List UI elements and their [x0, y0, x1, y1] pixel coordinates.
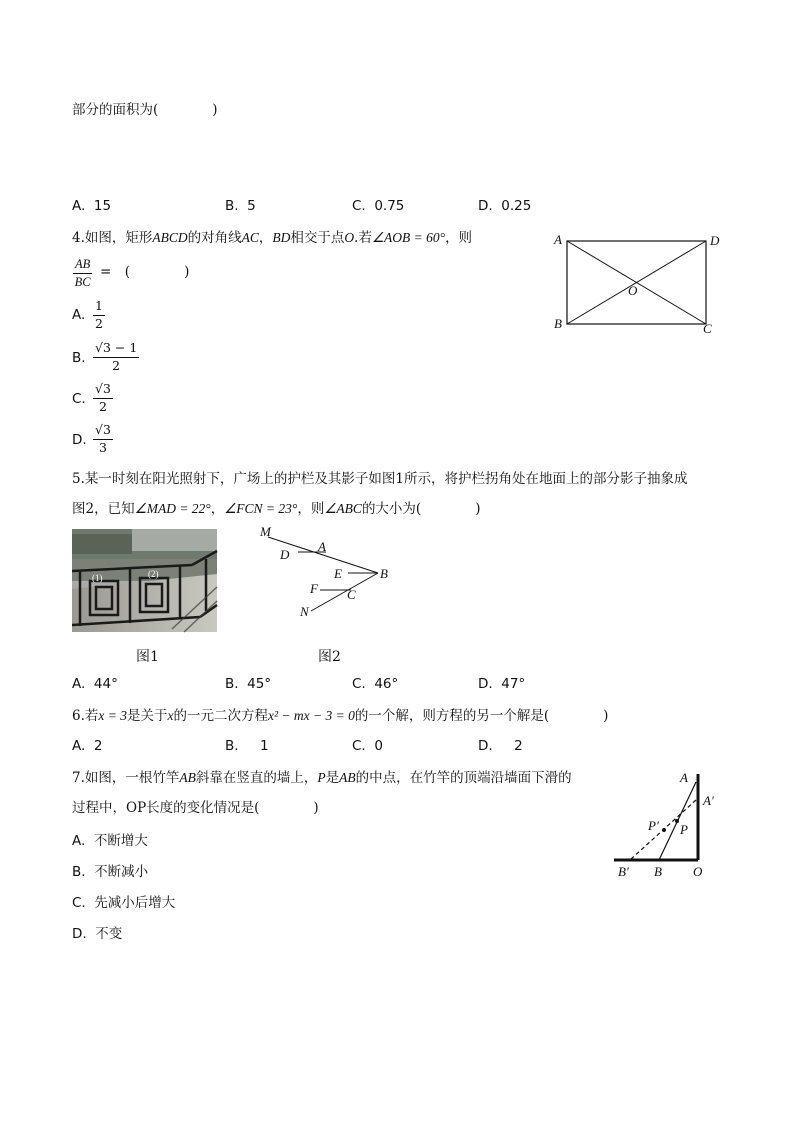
label-b-prime: B′ — [618, 864, 629, 879]
q4-stem: 4.如图，矩形ABCD的对角线AC，BD相交于点O.若∠AOB = 60°，则 — [72, 230, 473, 246]
q7-option-c[interactable]: C. 先减小后增大 — [72, 895, 176, 911]
q5-stem-line2: 图2，已知∠MAD = 22°，∠FCN = 23°，则∠ABC的大小为( ) — [72, 501, 481, 517]
q4-option-c-value[interactable]: $\frac{√3}{2}$ — [95, 381, 111, 414]
label-b: B — [554, 316, 562, 331]
label-o: O — [693, 864, 703, 879]
q6-option-c[interactable]: C. 0 — [352, 738, 383, 754]
q5-option-c[interactable]: C. 46° — [352, 676, 399, 692]
label-c: C — [703, 321, 712, 336]
label-o: O — [628, 283, 638, 298]
fig2-caption: 图2 — [318, 649, 341, 665]
point-p2 — [662, 828, 666, 832]
label-a-prime: A′ — [703, 793, 714, 808]
label-n: N — [300, 604, 309, 619]
q3-option-a[interactable]: A. 15 — [72, 198, 112, 214]
q7-ladder-figure — [610, 770, 730, 880]
q7-option-d[interactable]: D. 不变 — [72, 926, 123, 942]
label-d: D — [280, 547, 290, 562]
label-a: A — [318, 539, 326, 554]
label-p-prime: P′ — [648, 818, 659, 833]
q4-option-b-value[interactable]: $\frac{√3 - 1}{2}$ — [95, 340, 138, 373]
q7-stem-line1: 7.如图，一根竹竿AB斜靠在竖直的墙上，P是AB的中点，在竹竿的顶端沿墙面下滑的 — [72, 770, 572, 786]
q4-rectangle-figure — [552, 232, 727, 337]
q5-angle-diagram — [258, 525, 393, 620]
q4-fraction-tail: = ( ) — [100, 264, 190, 280]
q4-fraction: $\frac{AB}{BC}$ — [74, 257, 91, 289]
q4-option-d-label[interactable]: D. — [72, 432, 87, 448]
q4-option-c-label[interactable]: C. — [72, 391, 86, 407]
q5-option-b[interactable]: B. 45° — [225, 676, 272, 692]
q3-option-c[interactable]: C. 0.75 — [352, 198, 405, 214]
fig1-caption: 图1 — [136, 649, 159, 665]
photo-label-1: (1) — [92, 573, 103, 583]
q5-option-d[interactable]: D. 47° — [478, 676, 526, 692]
label-b: B — [380, 566, 388, 581]
q4-option-d-value[interactable]: $\frac{√3}{3}$ — [95, 422, 111, 455]
label-m: M — [260, 524, 271, 539]
q5-stem-line1: 5.某一时刻在阳光照射下，广场上的护栏及其影子如图1所示，将护栏拐角处在地面上的部分影子抽象成 — [72, 471, 688, 487]
label-e: E — [334, 566, 342, 581]
label-b: B — [654, 864, 662, 879]
q5-option-a[interactable]: A. 44° — [72, 676, 118, 692]
label-d: D — [710, 233, 720, 248]
point-p — [675, 819, 679, 823]
line-bn — [311, 573, 378, 611]
q6-stem: 6.若x = 3是关于x的一元二次方程x² − mx − 3 = 0的一个解，则方程的另一个解是( ) — [72, 708, 609, 724]
label-a: A — [680, 770, 688, 785]
q6-option-b[interactable]: B. 1 — [225, 738, 269, 754]
q4-option-b-label[interactable]: B. — [72, 350, 86, 366]
q6-option-a[interactable]: A. 2 — [72, 738, 103, 754]
label-p: P — [680, 822, 688, 837]
photo-label-2: (2) — [148, 569, 159, 579]
label-c: C — [347, 587, 356, 602]
q7-stem-line2: 过程中，OP长度的变化情况是( ) — [72, 800, 319, 816]
q6-option-d[interactable]: D. 2 — [478, 738, 523, 754]
q3-option-b[interactable]: B. 5 — [225, 198, 256, 214]
q3-option-d[interactable]: D. 0.25 — [478, 198, 532, 214]
label-f: F — [310, 581, 318, 596]
intro-text: 部分的面积为( ) — [72, 102, 218, 118]
q5-railing-photo — [72, 529, 217, 632]
q7-option-b[interactable]: B. 不断减小 — [72, 864, 149, 880]
q4-option-a-value[interactable]: $\frac{1}{2}$ — [95, 298, 103, 331]
q7-option-a[interactable]: A. 不断增大 — [72, 833, 148, 849]
label-a: A — [554, 232, 562, 247]
q4-option-a-label[interactable]: A. — [72, 307, 86, 323]
